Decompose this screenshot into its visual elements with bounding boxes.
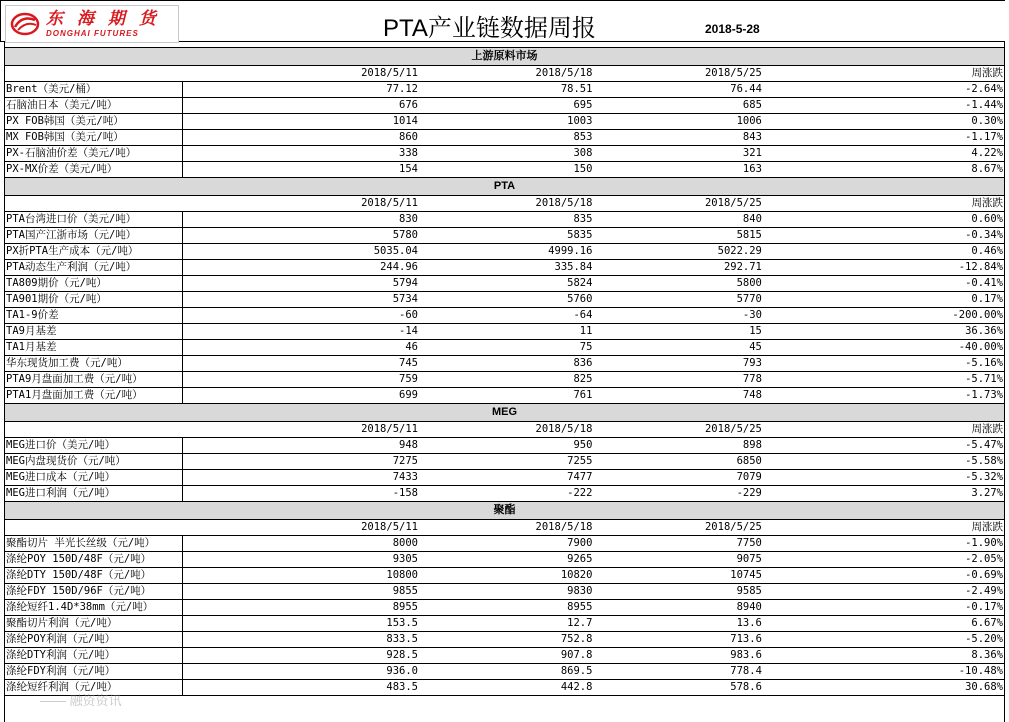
row-label: 涤纶短纤利润（元/吨） [5,680,182,696]
table-row [5,212,1004,228]
cell-value: 9585 [593,584,762,600]
column-header [5,196,182,212]
table-row [5,568,1004,584]
cell-value: -1.90% [763,536,1004,552]
cell-value: 748 [593,388,762,404]
cell-value: 10820 [419,568,593,584]
cell-value: 835 [419,212,593,228]
cell-value: 948 [182,438,419,454]
table-row [5,600,1004,616]
table-row [5,552,1004,568]
cell-value: 30.68% [763,680,1004,696]
cell-value: -1.17% [763,130,1004,146]
cell-value: 860 [182,130,419,146]
cell-value: 5835 [419,228,593,244]
table-row [5,632,1004,648]
cell-value: 46 [182,340,419,356]
cell-value: 7433 [182,470,419,486]
cell-value: 10800 [182,568,419,584]
logo-chinese-text: 东 海 期 货 [46,8,160,29]
cell-value: 75 [419,340,593,356]
cell-value: 78.51 [419,82,593,98]
cell-value: 7255 [419,454,593,470]
cell-value: -5.58% [763,454,1004,470]
table-row [5,82,1004,98]
cell-value: -1.44% [763,98,1004,114]
cell-value: 5770 [593,292,762,308]
table-row [5,356,1004,372]
cell-value: -229 [593,486,762,502]
cell-value: 0.30% [763,114,1004,130]
cell-value: -10.48% [763,664,1004,680]
cell-value: -2.05% [763,552,1004,568]
cell-value: 15 [593,324,762,340]
cell-value: 13.6 [593,616,762,632]
row-label: MX FOB韩国（美元/吨） [5,130,182,146]
column-header-row [5,196,1004,212]
table-row [5,260,1004,276]
section-header [5,502,1004,520]
cell-value: 338 [182,146,419,162]
row-label: PTA台湾进口价（美元/吨） [5,212,182,228]
row-label: MEG进口价（美元/吨） [5,438,182,454]
cell-value: 9075 [593,552,762,568]
cell-value: 936.0 [182,664,419,680]
row-label: 涤纶DTY利润（元/吨） [5,648,182,664]
cell-value: 869.5 [419,664,593,680]
cell-value: 833.5 [182,632,419,648]
cell-value: -158 [182,486,419,502]
cell-value: 676 [182,98,419,114]
row-label: 涤纶POY 150D/48F（元/吨） [5,552,182,568]
cell-value: 853 [419,130,593,146]
row-label: PTA动态生产利润（元/吨） [5,260,182,276]
cell-value: -0.69% [763,568,1004,584]
cell-value: 836 [419,356,593,372]
row-label: 聚酯切片利润（元/吨） [5,616,182,632]
column-header: 周涨跌 [763,66,1004,82]
cell-value: 321 [593,146,762,162]
cell-value: 8.36% [763,648,1004,664]
column-header: 2018/5/18 [419,520,593,536]
column-header-row [5,422,1004,438]
column-header: 2018/5/25 [593,66,762,82]
cell-value: 0.60% [763,212,1004,228]
cell-value: 3.27% [763,486,1004,502]
row-label: PTA国产江浙市场（元/吨） [5,228,182,244]
table-row [5,98,1004,114]
cell-value: 244.96 [182,260,419,276]
row-label: MEG内盘现货价（元/吨） [5,454,182,470]
cell-value: -0.17% [763,600,1004,616]
table-row [5,276,1004,292]
cell-value: 5815 [593,228,762,244]
column-header: 周涨跌 [763,196,1004,212]
cell-value: 778 [593,372,762,388]
cell-value: -2.49% [763,584,1004,600]
row-label: 涤纶FDY利润（元/吨） [5,664,182,680]
cell-value: 8000 [182,536,419,552]
row-label: PTA1月盘面加工费（元/吨） [5,388,182,404]
cell-value: 9265 [419,552,593,568]
cell-value: -12.84% [763,260,1004,276]
report-header [0,0,1005,42]
company-logo [5,5,179,43]
cell-value: 752.8 [419,632,593,648]
cell-value: -222 [419,486,593,502]
table-row [5,228,1004,244]
cell-value: -14 [182,324,419,340]
row-label: 聚酯切片 半光长丝级（元/吨） [5,536,182,552]
cell-value: 8.67% [763,162,1004,178]
section-title: 上游原料市场 [5,48,1004,66]
cell-value: 745 [182,356,419,372]
cell-value: 8940 [593,600,762,616]
cell-value: 36.36% [763,324,1004,340]
table-row [5,616,1004,632]
cell-value: 7477 [419,470,593,486]
cell-value: 1014 [182,114,419,130]
row-label: 华东现货加工费（元/吨） [5,356,182,372]
row-label: 涤纶POY利润（元/吨） [5,632,182,648]
section-title: PTA [5,178,1004,196]
row-label: 涤纶DTY 150D/48F（元/吨） [5,568,182,584]
row-label: PX-MX价差（美元/吨） [5,162,182,178]
cell-value: 45 [593,340,762,356]
cell-value: 578.6 [593,680,762,696]
column-header: 2018/5/11 [182,66,419,82]
cell-value: 442.8 [419,680,593,696]
cell-value: 154 [182,162,419,178]
section-header [5,178,1004,196]
cell-value: 793 [593,356,762,372]
cell-value: 9305 [182,552,419,568]
section-header [5,48,1004,66]
cell-value: 840 [593,212,762,228]
cell-value: -5.71% [763,372,1004,388]
cell-value: 483.5 [182,680,419,696]
column-header: 2018/5/18 [419,66,593,82]
column-header: 2018/5/25 [593,196,762,212]
cell-value: 7275 [182,454,419,470]
cell-value: -5.47% [763,438,1004,454]
cell-value: 5734 [182,292,419,308]
cell-value: 5794 [182,276,419,292]
cell-value: 8955 [182,600,419,616]
section-title: MEG [5,404,1004,422]
column-header: 2018/5/11 [182,422,419,438]
column-header: 2018/5/11 [182,520,419,536]
cell-value: -30 [593,308,762,324]
cell-value: 5824 [419,276,593,292]
cell-value: -5.32% [763,470,1004,486]
row-label: 石脑油日本（美元/吨） [5,98,182,114]
column-header: 2018/5/11 [182,196,419,212]
column-header: 周涨跌 [763,422,1004,438]
column-header [5,422,182,438]
row-label: 涤纶FDY 150D/96F（元/吨） [5,584,182,600]
table-row [5,130,1004,146]
cell-value: 292.71 [593,260,762,276]
cell-value: -5.20% [763,632,1004,648]
column-header: 2018/5/25 [593,520,762,536]
row-label: TA1月基差 [5,340,182,356]
section-header [5,404,1004,422]
row-label: TA1-9价差 [5,308,182,324]
table-row [5,536,1004,552]
row-label: Brent（美元/桶） [5,82,182,98]
table-row [5,438,1004,454]
cell-value: 4.22% [763,146,1004,162]
cell-value: 928.5 [182,648,419,664]
cell-value: 713.6 [593,632,762,648]
row-label: PX-石脑油价差（美元/吨） [5,146,182,162]
cell-value: 983.6 [593,648,762,664]
cell-value: 335.84 [419,260,593,276]
table-row [5,372,1004,388]
cell-value: -200.00% [763,308,1004,324]
cell-value: -1.73% [763,388,1004,404]
cell-value: 907.8 [419,648,593,664]
cell-value: 0.17% [763,292,1004,308]
table-row [5,680,1004,696]
cell-value: 5760 [419,292,593,308]
cell-value: 76.44 [593,82,762,98]
cell-value: 150 [419,162,593,178]
column-header: 周涨跌 [763,520,1004,536]
cell-value: 898 [593,438,762,454]
row-label: TA9月基差 [5,324,182,340]
table-row [5,470,1004,486]
row-label: TA901期价（元/吨） [5,292,182,308]
cell-value: 8955 [419,600,593,616]
cell-value: 695 [419,98,593,114]
cell-value: 761 [419,388,593,404]
column-header: 2018/5/25 [593,422,762,438]
cell-value: 685 [593,98,762,114]
cell-value: -0.41% [763,276,1004,292]
cell-value: -5.16% [763,356,1004,372]
cell-value: 0.46% [763,244,1004,260]
cell-value: 11 [419,324,593,340]
table-row [5,388,1004,404]
table-row [5,114,1004,130]
cell-value: 7750 [593,536,762,552]
cell-value: 843 [593,130,762,146]
logo-swirl-icon [10,11,40,37]
column-header: 2018/5/18 [419,196,593,212]
cell-value: 9830 [419,584,593,600]
cell-value: 5800 [593,276,762,292]
cell-value: 759 [182,372,419,388]
cell-value: -40.00% [763,340,1004,356]
cell-value: 830 [182,212,419,228]
table-row [5,584,1004,600]
cell-value: 5035.04 [182,244,419,260]
column-header-row [5,520,1004,536]
cell-value: 5022.29 [593,244,762,260]
column-header [5,66,182,82]
cell-value: 825 [419,372,593,388]
cell-value: 7900 [419,536,593,552]
cell-value: 153.5 [182,616,419,632]
cell-value: 7079 [593,470,762,486]
report-date: 2018-5-28 [705,22,760,36]
cell-value: 778.4 [593,664,762,680]
cell-value: 9855 [182,584,419,600]
row-label: PX折PTA生产成本（元/吨） [5,244,182,260]
cell-value: 4999.16 [419,244,593,260]
table-row [5,664,1004,680]
table-row [5,486,1004,502]
cell-value: 1006 [593,114,762,130]
cell-value: -2.64% [763,82,1004,98]
cell-value: 163 [593,162,762,178]
cell-value: 77.12 [182,82,419,98]
table-row [5,146,1004,162]
table-row [5,162,1004,178]
table-row [5,244,1004,260]
table-row [5,292,1004,308]
cell-value: -60 [182,308,419,324]
report-title: PTA产业链数据周报 [383,15,596,42]
cell-value: 950 [419,438,593,454]
table-row [5,308,1004,324]
column-header [5,520,182,536]
logo-english-text: DONGHAI FUTURES [46,28,139,38]
row-label: TA809期价（元/吨） [5,276,182,292]
row-label: MEG进口成本（元/吨） [5,470,182,486]
row-label: 涤纶短纤1.4D*38mm（元/吨） [5,600,182,616]
table-row [5,454,1004,470]
cell-value: 308 [419,146,593,162]
cell-value: 699 [182,388,419,404]
row-label: PX FOB韩国（美元/吨） [5,114,182,130]
cell-value: 5780 [182,228,419,244]
table-row [5,648,1004,664]
watermark: —— 融资资讯 [40,693,122,708]
table-row [5,324,1004,340]
cell-value: 6.67% [763,616,1004,632]
row-label: PTA9月盘面加工费（元/吨） [5,372,182,388]
cell-value: 12.7 [419,616,593,632]
data-table [5,47,1004,696]
cell-value: 10745 [593,568,762,584]
cell-value: -64 [419,308,593,324]
cell-value: -0.34% [763,228,1004,244]
cell-value: 6850 [593,454,762,470]
cell-value: 1003 [419,114,593,130]
table-row [5,340,1004,356]
section-title: 聚酯 [5,502,1004,520]
column-header-row [5,66,1004,82]
column-header: 2018/5/18 [419,422,593,438]
row-label: MEG进口利润（元/吨） [5,486,182,502]
